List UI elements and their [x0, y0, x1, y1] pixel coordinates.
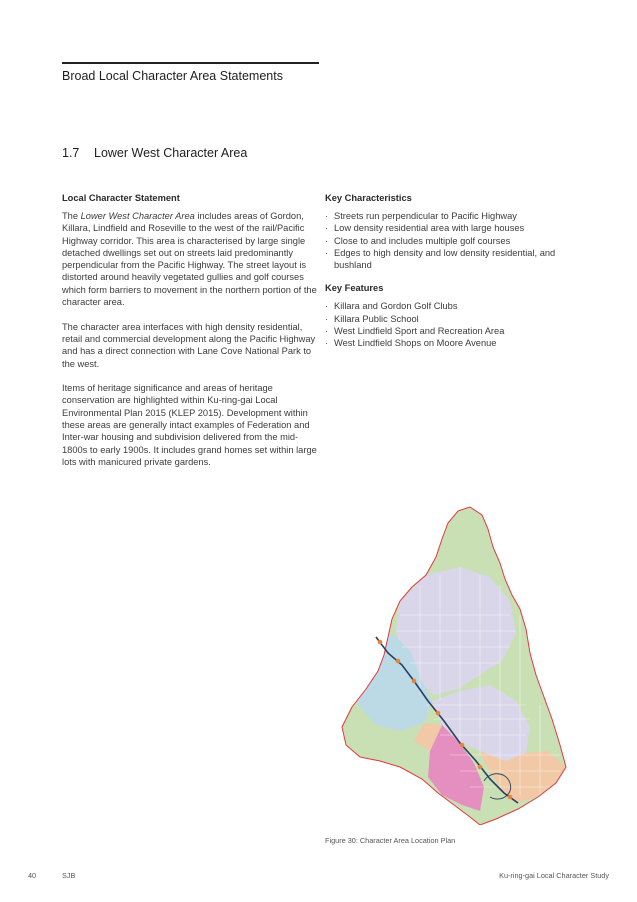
footer-org: SJB	[62, 871, 76, 880]
local-character-paragraph-3: Items of heritage significance and areas of heritage conservation are highlighted within Ku-ring-gai Local Environmental Plan 2015 (KLEP 2015). Development within these areas are generally intact examples of Federation and Inter-war housing and subdivision delivered from the mid-1800s to early 1900s. It includes grand homes set within large lots with manicured private gardens.	[62, 383, 317, 467]
list-item: · Streets run perpendicular to Pacific Highway	[325, 210, 581, 222]
local-character-paragraph-1	[62, 210, 318, 308]
list-item: · West Lindfield Shops on Moore Avenue	[325, 337, 581, 349]
key-features-heading: Key Features	[325, 283, 384, 294]
station-marker	[396, 659, 401, 664]
list-item: · Close to and includes multiple golf courses	[325, 235, 581, 247]
list-item: · Killara and Gordon Golf Clubs	[325, 300, 581, 312]
p1-italic-area-name: Lower West Character Area	[80, 211, 195, 221]
p1-prefix: The	[62, 211, 81, 221]
list-item: · West Lindfield Sport and Recreation Area	[325, 325, 581, 337]
local-character-paragraph-2: The character area interfaces with high density residential, retail and commercial development along the Pacific Highway and has a direct connection with Lane Cove National Park to the west.	[62, 321, 316, 369]
area-title	[62, 146, 247, 160]
p1-rest: includes areas of Gordon, Killara, Lindfield and Roseville to the west of the rail/Pacific Highway corridor. This area is characterised by large single detached dwellings set out on streets laid predominantly perpendicular from the Pacific Highway. The street layout is distorted around heavily vegetated gullies and golf courses which form barriers to movement in the northern portion of the character area.	[62, 211, 317, 308]
key-features-list	[325, 300, 581, 349]
local-character-column	[62, 193, 318, 481]
area-number: 1.7	[62, 146, 80, 160]
area-name: Lower West Character Area	[94, 146, 248, 160]
local-character-heading: Local Character Statement	[62, 193, 180, 203]
station-marker	[508, 795, 513, 800]
station-marker	[412, 679, 417, 684]
station-marker	[378, 640, 383, 645]
section-title: Broad Local Character Area Statements	[62, 69, 283, 83]
figure-caption: Figure 30: Character Area Location Plan	[325, 836, 456, 845]
station-marker	[436, 711, 441, 716]
footer-study-title: Ku-ring-gai Local Character Study	[499, 871, 609, 880]
key-info-column	[325, 193, 581, 362]
station-marker	[478, 765, 483, 770]
top-rule	[62, 62, 319, 64]
location-map-svg	[330, 505, 580, 825]
list-item: · Killara Public School	[325, 313, 581, 325]
character-area-location-map	[330, 505, 580, 825]
key-characteristics-list	[325, 210, 581, 271]
station-marker	[460, 743, 465, 748]
list-item: · Low density residential area with large houses	[325, 222, 581, 234]
page-number: 40	[28, 871, 37, 880]
key-characteristics-heading: Key Characteristics	[325, 193, 412, 203]
list-item: · Edges to high density and low density residential, and bushland	[325, 247, 581, 272]
